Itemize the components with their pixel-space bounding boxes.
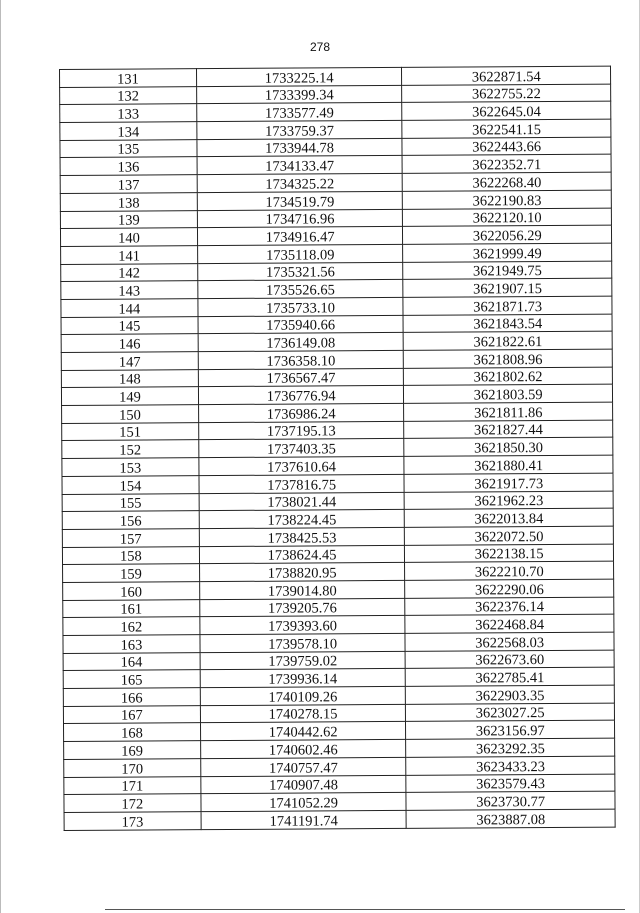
table-row [62,544,613,565]
x-coordinate-cell: 1739205.76 [200,598,406,617]
point-number-cell: 131 [60,69,197,88]
point-number-cell: 168 [64,723,201,742]
x-coordinate-cell: 1738820.95 [199,563,405,582]
y-coordinate-cell: 3621827.44 [404,420,613,439]
y-coordinate-cell: 3622056.29 [403,225,612,244]
table-row [63,667,614,688]
x-coordinate-cell: 1737403.35 [199,439,405,458]
y-coordinate-cell: 3621802.62 [404,367,613,386]
x-coordinate-cell: 1735321.56 [198,262,404,281]
point-number-cell: 145 [61,316,198,335]
table-row [61,367,612,388]
x-coordinate-cell: 1739936.14 [200,669,406,688]
table-row [64,721,615,742]
x-coordinate-cell: 1734716.96 [197,209,403,228]
x-coordinate-cell: 1735526.65 [198,280,404,299]
table-row [63,703,614,724]
y-coordinate-cell: 3622568.03 [405,632,614,651]
table-row [60,190,611,211]
y-coordinate-cell: 3621962.23 [404,491,613,510]
x-coordinate-cell: 1741191.74 [201,810,407,829]
x-coordinate-cell: 1734519.79 [197,191,403,210]
point-number-cell: 147 [61,352,198,371]
table-row [64,809,615,830]
x-coordinate-cell: 1735733.10 [198,297,404,316]
point-number-cell: 171 [64,776,201,795]
table-row [64,756,615,777]
point-number-cell: 140 [60,228,197,247]
point-number-cell: 155 [62,493,199,512]
y-coordinate-cell: 3622871.54 [402,66,611,85]
x-coordinate-cell: 1737610.64 [199,457,405,476]
point-number-cell: 165 [63,670,200,689]
table-row [62,508,613,529]
page-number: 278 [309,40,331,54]
point-number-cell: 151 [62,422,199,441]
point-number-cell: 167 [63,705,200,724]
y-coordinate-cell: 3623433.23 [406,756,615,775]
y-coordinate-cell: 3622785.41 [406,667,615,686]
x-coordinate-cell: 1734133.47 [197,156,403,175]
point-number-cell: 152 [62,440,199,459]
table-row [60,137,611,158]
y-coordinate-cell: 3622290.06 [405,579,614,598]
x-coordinate-cell: 1733225.14 [196,67,402,86]
point-number-cell: 141 [61,246,198,265]
y-coordinate-cell: 3621808.96 [404,349,613,368]
table-row [63,561,614,582]
point-number-cell: 143 [61,281,198,300]
table-row [60,84,611,105]
y-coordinate-cell: 3621822.61 [404,331,613,350]
y-coordinate-cell: 3621843.54 [403,314,612,333]
point-number-cell: 164 [63,652,200,671]
x-coordinate-cell: 1736149.08 [198,333,404,352]
table-row [64,774,615,795]
table-row [61,296,612,317]
point-number-cell: 137 [60,175,197,194]
y-coordinate-cell: 3621871.73 [403,296,612,315]
table-row [60,102,611,123]
point-number-cell: 156 [62,511,199,530]
y-coordinate-cell: 3622903.35 [406,685,615,704]
table-row [62,526,613,547]
point-number-cell: 161 [63,599,200,618]
point-number-cell: 158 [62,546,199,565]
x-coordinate-cell: 1736986.24 [198,403,404,422]
coordinate-table [59,66,616,831]
x-coordinate-cell: 1736567.47 [198,368,404,387]
point-number-cell: 142 [61,263,198,282]
table-row [64,738,615,759]
x-coordinate-cell: 1738021.44 [199,492,405,511]
point-number-cell: 138 [60,192,197,211]
y-coordinate-cell: 3621949.75 [403,261,612,280]
y-coordinate-cell: 3621850.30 [404,438,613,457]
x-coordinate-cell: 1735940.66 [198,315,404,334]
point-number-cell: 170 [64,758,201,777]
table-row [61,278,612,299]
x-coordinate-cell: 1733944.78 [197,138,403,157]
y-coordinate-cell: 3622210.70 [405,561,614,580]
x-coordinate-cell: 1737816.75 [199,474,405,493]
x-coordinate-cell: 1740907.48 [201,775,407,794]
table-row [61,261,612,282]
y-coordinate-cell: 3621999.49 [403,243,612,262]
point-number-cell: 135 [60,139,197,158]
table-row [61,243,612,264]
table-row [62,420,613,441]
point-number-cell: 166 [63,688,200,707]
table-row [60,225,611,246]
y-coordinate-cell: 3623579.43 [406,774,615,793]
y-coordinate-cell: 3622443.66 [402,137,611,156]
x-coordinate-cell: 1740602.46 [200,740,406,759]
point-number-cell: 169 [64,741,201,760]
x-coordinate-cell: 1735118.09 [197,244,403,263]
y-coordinate-cell: 3622072.50 [405,526,614,545]
x-coordinate-cell: 1736358.10 [198,350,404,369]
point-number-cell: 153 [62,458,199,477]
bottom-scan-line [105,909,625,910]
point-number-cell: 134 [60,122,197,141]
table-row [62,402,613,423]
point-number-cell: 159 [63,564,200,583]
x-coordinate-cell: 1734325.22 [197,174,403,193]
table-row [61,385,612,406]
y-coordinate-cell: 3621917.73 [404,473,613,492]
table-row [61,331,612,352]
y-coordinate-cell: 3622468.84 [405,614,614,633]
x-coordinate-cell: 1733577.49 [197,103,403,122]
y-coordinate-cell: 3623027.25 [406,703,615,722]
point-number-cell: 136 [60,157,197,176]
y-coordinate-cell: 3622673.60 [405,650,614,669]
x-coordinate-cell: 1739014.80 [199,580,405,599]
point-number-cell: 172 [64,794,201,813]
table-row [61,314,612,335]
y-coordinate-cell: 3622755.22 [402,84,611,103]
point-number-cell: 157 [62,529,199,548]
y-coordinate-cell: 3622268.40 [403,172,612,191]
table-row [64,791,615,812]
table-row [63,614,614,635]
table-row [63,685,614,706]
y-coordinate-cell: 3623730.77 [406,791,615,810]
x-coordinate-cell: 1740442.62 [200,722,406,741]
table-row [63,650,614,671]
x-coordinate-cell: 1739759.02 [200,651,406,670]
x-coordinate-cell: 1739393.60 [200,616,406,635]
table-row [63,632,614,653]
point-number-cell: 163 [63,635,200,654]
table-row [62,438,613,459]
table-row [60,66,611,87]
point-number-cell: 173 [64,812,201,831]
y-coordinate-cell: 3622190.83 [403,190,612,209]
point-number-cell: 162 [63,617,200,636]
point-number-cell: 146 [61,334,198,353]
point-number-cell: 139 [60,210,197,229]
x-coordinate-cell: 1740757.47 [201,757,407,776]
point-number-cell: 132 [60,86,197,105]
y-coordinate-cell: 3621880.41 [404,455,613,474]
table-row [62,455,613,476]
table-row [62,491,613,512]
y-coordinate-cell: 3622376.14 [405,597,614,616]
point-number-cell: 154 [62,475,199,494]
x-coordinate-cell: 1738624.45 [199,545,405,564]
table-row [60,208,611,229]
table-row [63,579,614,600]
x-coordinate-cell: 1741052.29 [201,793,407,812]
x-coordinate-cell: 1738224.45 [199,510,405,529]
point-number-cell: 133 [60,104,197,123]
point-number-cell: 160 [63,582,200,601]
y-coordinate-cell: 3622541.15 [402,119,611,138]
y-coordinate-cell: 3622138.15 [405,544,614,563]
table-row [62,473,613,494]
table-row [61,349,612,370]
x-coordinate-cell: 1739578.10 [200,633,406,652]
x-coordinate-cell: 1736776.94 [198,386,404,405]
table-row [63,597,614,618]
y-coordinate-cell: 3623887.08 [406,809,615,828]
table-row [60,155,611,176]
x-coordinate-cell: 1740109.26 [200,686,406,705]
y-coordinate-cell: 3623156.97 [406,721,615,740]
table-row [60,172,611,193]
point-number-cell: 150 [62,405,199,424]
y-coordinate-cell: 3622645.04 [402,102,611,121]
x-coordinate-cell: 1734916.47 [197,227,403,246]
x-coordinate-cell: 1733759.37 [197,120,403,139]
y-coordinate-cell: 3622013.84 [405,508,614,527]
table-row [60,119,611,140]
x-coordinate-cell: 1738425.53 [199,527,405,546]
y-coordinate-cell: 3622120.10 [403,208,612,227]
y-coordinate-cell: 3622352.71 [402,155,611,174]
x-coordinate-cell: 1740278.15 [200,704,406,723]
y-coordinate-cell: 3621811.86 [404,402,613,421]
y-coordinate-cell: 3621803.59 [404,385,613,404]
point-number-cell: 148 [61,369,198,388]
y-coordinate-cell: 3623292.35 [406,738,615,757]
x-coordinate-cell: 1737195.13 [198,421,404,440]
x-coordinate-cell: 1733399.34 [196,85,402,104]
coordinate-table-body [60,66,616,830]
y-coordinate-cell: 3621907.15 [403,278,612,297]
point-number-cell: 144 [61,299,198,318]
point-number-cell: 149 [61,387,198,406]
